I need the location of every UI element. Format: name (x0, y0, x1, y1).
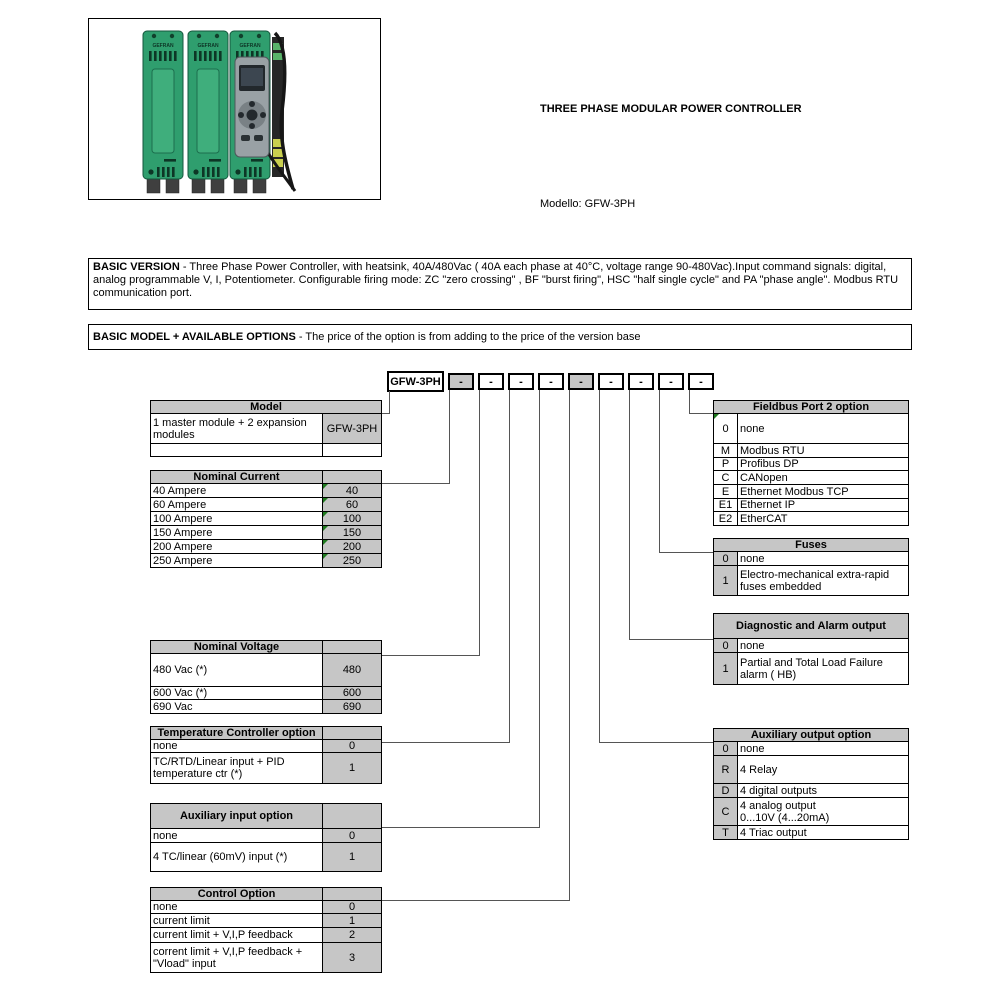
option-label-cell: 600 Vac (*) (151, 687, 323, 700)
option-row (151, 700, 382, 714)
option-code-cell: 1 (714, 566, 738, 596)
table-header-row (151, 641, 382, 654)
option-row (714, 756, 909, 784)
option-row (151, 512, 382, 526)
option-label-cell: 4 Triac output (738, 826, 909, 840)
auxiliary-output-table (713, 728, 909, 840)
option-row (714, 471, 909, 485)
option-code-cell: 0 (323, 901, 382, 914)
table-header-row (151, 804, 382, 829)
option-label-cell (738, 798, 909, 826)
option-row (714, 653, 909, 685)
option-label-cell: 4 Relay (738, 756, 909, 784)
option-row (714, 742, 909, 756)
option-row (151, 444, 382, 457)
option-label-cell: none (738, 414, 909, 444)
code-segment-8: - (658, 373, 684, 390)
option-row (151, 414, 382, 444)
option-row (151, 687, 382, 700)
option-code-cell: 2 (323, 928, 382, 943)
product-photo: GEFRAN (89, 19, 380, 199)
page-title: THREE PHASE MODULAR POWER CONTROLLER (540, 103, 802, 115)
option-label-cell: Profibus DP (738, 458, 909, 471)
option-label-cell: Partial and Total Load Failure alarm ( HB) (738, 653, 909, 685)
code-segment-7: - (628, 373, 654, 390)
option-label-cell: none (151, 740, 323, 753)
option-row (714, 499, 909, 512)
table-title: Nominal Voltage (151, 641, 323, 654)
table-header-row (151, 401, 382, 414)
code-segment-9: - (688, 373, 714, 390)
option-label-cell: CANopen (738, 471, 909, 485)
option-label-cell: 100 Ampere (151, 512, 323, 526)
option-code-cell: 250 (323, 554, 382, 568)
table-header-row (714, 729, 909, 742)
fuses-table (713, 538, 909, 596)
table-title: Diagnostic and Alarm output (714, 614, 909, 639)
option-label-cell: none (738, 639, 909, 653)
option-code-cell: 480 (323, 654, 382, 687)
option-code-cell: 0 (323, 829, 382, 843)
option-label-cell: current limit (151, 914, 323, 928)
option-label-cell: TC/RTD/Linear input + PID temperature ctr (*) (151, 753, 323, 784)
option-row (714, 552, 909, 566)
option-row (714, 458, 909, 471)
option-code-cell: 1 (323, 914, 382, 928)
option-code-cell: 1 (323, 753, 382, 784)
table-title-spacer (323, 888, 382, 901)
option-row (714, 566, 909, 596)
option-label-cell (151, 444, 323, 457)
table-header-row (151, 727, 382, 740)
option-row (151, 554, 382, 568)
option-code-cell: R (714, 756, 738, 784)
option-code-cell: 0 (714, 552, 738, 566)
table-title: Nominal Current (151, 471, 323, 484)
option-label-cell: Ethernet IP (738, 499, 909, 512)
connector-control-option (381, 390, 570, 901)
option-label-cell: none (151, 829, 323, 843)
code-segment-4: - (538, 373, 564, 390)
option-code-cell: D (714, 784, 738, 798)
table-title: Auxiliary input option (151, 804, 323, 829)
option-label-line2: 0...10V (4...20mA) (740, 811, 830, 824)
option-label-line1: 4 analog output (740, 799, 816, 812)
control-option-table (150, 887, 382, 973)
basic-version-note (88, 258, 912, 310)
option-code-cell: 0 (714, 742, 738, 756)
option-label-cell: 150 Ampere (151, 526, 323, 540)
option-row (151, 843, 382, 872)
option-label-cell: none (738, 742, 909, 756)
table-title: Fuses (714, 539, 909, 552)
option-code-cell: E (714, 485, 738, 499)
table-header-row (714, 614, 909, 639)
table-header-row (151, 471, 382, 484)
diagnostic-alarm-table (713, 613, 909, 685)
auxiliary-input-table (150, 803, 382, 872)
option-row (151, 829, 382, 843)
code-segment-6: - (598, 373, 624, 390)
option-row (151, 753, 382, 784)
option-code-cell: 3 (323, 943, 382, 973)
temperature-controller-table (150, 726, 382, 784)
option-code-cell: 200 (323, 540, 382, 554)
option-label-cell: none (738, 552, 909, 566)
table-title-spacer (323, 471, 382, 484)
option-code-cell: T (714, 826, 738, 840)
option-code-cell (323, 444, 382, 457)
option-label-cell: 1 master module + 2 expansion modules (151, 414, 323, 444)
code-segment-1: - (448, 373, 474, 390)
option-label-cell: Electro-mechanical extra-rapid fuses embedded (738, 566, 909, 596)
table-title-spacer (323, 804, 382, 829)
option-label-cell: corrent limit + V,I,P feedback + "Vload" input (151, 943, 323, 973)
option-code-cell: E1 (714, 499, 738, 512)
table-title: Fieldbus Port 2 option (714, 401, 909, 414)
option-row (714, 414, 909, 444)
option-row (714, 444, 909, 458)
option-row (151, 901, 382, 914)
option-row (714, 826, 909, 840)
option-code-cell: 1 (714, 653, 738, 685)
fieldbus-port2-table (713, 400, 909, 526)
option-code-cell: 600 (323, 687, 382, 700)
nominal-voltage-table (150, 640, 382, 714)
option-code-cell: C (714, 471, 738, 485)
option-label-cell: none (151, 901, 323, 914)
option-row (151, 740, 382, 753)
option-label-cell: Modbus RTU (738, 444, 909, 458)
option-code-cell: GFW-3PH (323, 414, 382, 444)
code-segment-2: - (478, 373, 504, 390)
option-row (714, 512, 909, 526)
option-row (151, 928, 382, 943)
connector-fuses (659, 390, 714, 553)
option-row (151, 654, 382, 687)
option-row (151, 498, 382, 512)
table-title: Control Option (151, 888, 323, 901)
option-code-cell: M (714, 444, 738, 458)
option-code-cell: 0 (714, 639, 738, 653)
table-title-spacer (323, 641, 382, 654)
table-title-spacer (323, 727, 382, 740)
option-label-cell: 480 Vac (*) (151, 654, 323, 687)
option-code-cell: 40 (323, 484, 382, 498)
code-segment-3: - (508, 373, 534, 390)
table-header-row (714, 539, 909, 552)
option-label-cell: 690 Vac (151, 700, 323, 714)
option-row (151, 526, 382, 540)
option-row (714, 798, 909, 826)
option-row (714, 784, 909, 798)
option-code-cell: C (714, 798, 738, 826)
model-code-box: GFW-3PH (387, 371, 444, 392)
option-row (151, 914, 382, 928)
table-title: Temperature Controller option (151, 727, 323, 740)
option-code-cell: 60 (323, 498, 382, 512)
basic-version-heading: BASIC VERSION (93, 261, 180, 273)
option-label-cell: 250 Ampere (151, 554, 323, 568)
option-row (714, 485, 909, 499)
option-code-cell: 100 (323, 512, 382, 526)
table-title: Auxiliary output option (714, 729, 909, 742)
basic-model-text: - The price of the option is from adding to the price of the version base (295, 330, 641, 343)
option-code-cell: E2 (714, 512, 738, 526)
option-label-cell: EtherCAT (738, 512, 909, 526)
table-header-row (151, 888, 382, 901)
product-photo-frame (88, 18, 381, 200)
option-row (151, 943, 382, 973)
basic-model-note (88, 324, 912, 350)
option-label-cell: Ethernet Modbus TCP (738, 485, 909, 499)
option-code-cell: 0 (714, 414, 738, 444)
table-title: Model (151, 401, 382, 414)
code-segment-5: - (568, 373, 594, 390)
option-label-cell: 4 digital outputs (738, 784, 909, 798)
nominal-current-table (150, 470, 382, 568)
option-code-cell: 0 (323, 740, 382, 753)
option-code-cell: P (714, 458, 738, 471)
option-code-cell: 150 (323, 526, 382, 540)
connector-fieldbus (689, 390, 714, 414)
model-caption: Modello: GFW-3PH (540, 198, 636, 210)
option-row (151, 484, 382, 498)
option-label-cell: 4 TC/linear (60mV) input (*) (151, 843, 323, 872)
option-row (714, 639, 909, 653)
option-label-cell: 40 Ampere (151, 484, 323, 498)
option-label-cell: 200 Ampere (151, 540, 323, 554)
basic-model-heading: BASIC MODEL + AVAILABLE OPTIONS (93, 330, 296, 343)
basic-version-text: - Three Phase Power Controller, with heatsink, 40A/480Vac ( 40A each phase at 40°C, voltage range 90-480Vac).Input command signals: digital, analog programmable V, I, Potentiometer. Configurable firing mode: ZC "zero crossing" , BF "burst firing", HSC "half single cycle" and PA "phase angle". Modbus RTU communication port. (93, 261, 899, 299)
model-table (150, 400, 382, 457)
option-code-cell: 1 (323, 843, 382, 872)
option-row (151, 540, 382, 554)
option-label-cell: current limit + V,I,P feedback (151, 928, 323, 943)
table-header-row (714, 401, 909, 414)
option-label-cell: 60 Ampere (151, 498, 323, 512)
option-code-cell: 690 (323, 700, 382, 714)
